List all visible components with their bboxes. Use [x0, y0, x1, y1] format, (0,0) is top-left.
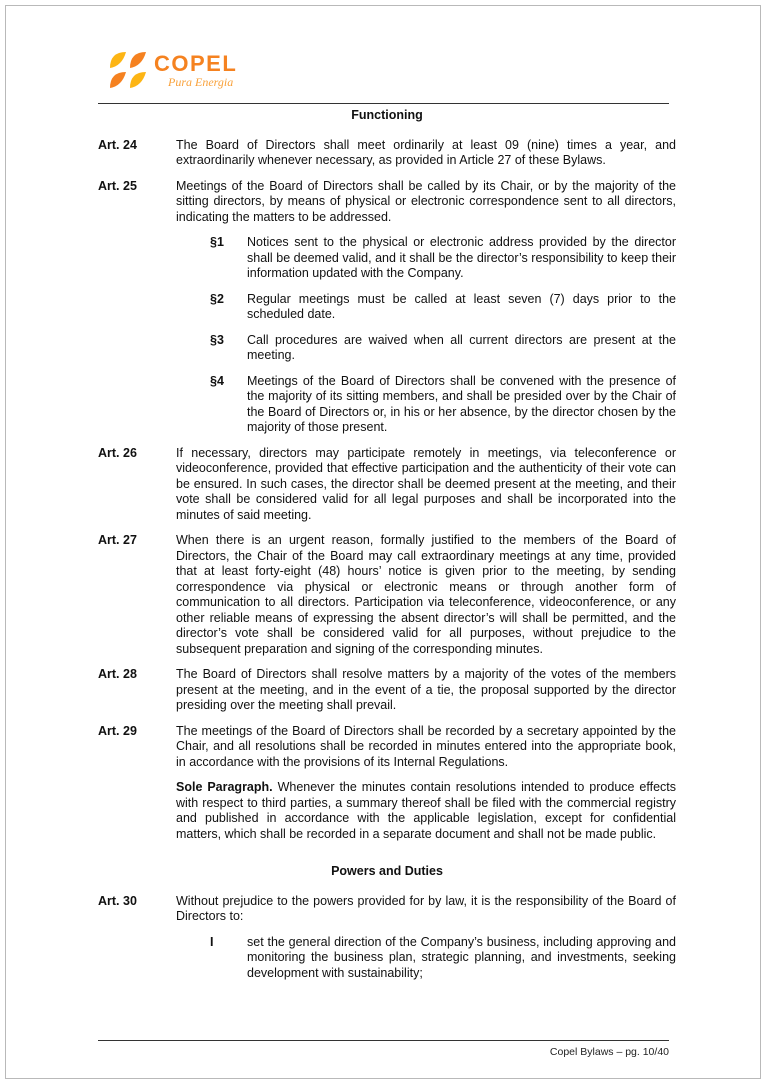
footer-rule	[98, 1040, 669, 1041]
paragraph-row	[98, 138, 676, 169]
paragraph-text: The meetings of the Board of Directors shall be recorded by a secretary appointed by the Chair, and all resolutions shall be recorded in minutes entered into the appropriate book, in accordance with the provisions of its Internal Regulations.	[176, 723, 676, 769]
paragraph-label: Art. 29	[98, 723, 137, 738]
copel-logo	[108, 50, 237, 90]
copel-logo-text	[154, 50, 237, 89]
brand-tagline: Pura Energia	[168, 75, 234, 89]
paragraph-label	[98, 780, 176, 842]
paragraph-text: Meetings of the Board of Directors shall be convened with the presence of the majority of its sitting members, and shall be presided over by the Chair of the Board of Directors or, in his or her absence, by the director chosen by the majority of those present.	[247, 373, 676, 434]
paragraph-row	[98, 780, 676, 842]
paragraph-row	[98, 894, 676, 925]
paragraph-row	[98, 724, 676, 771]
paragraph-label: Art. 26	[98, 445, 137, 460]
section-heading: Functioning	[351, 108, 423, 122]
paragraph-text: set the general direction of the Company’s business, including approving and monitoring the business plan, strategic planning, and investments, seeking development with sustainability;	[247, 934, 676, 980]
paragraph-label: Art. 24	[98, 137, 137, 152]
paragraph-text: The Board of Directors shall resolve matters by a majority of the votes of the members present at the meeting, and in the event of a tie, the proposal supported by the director presiding over the meeting shall prevail.	[176, 667, 676, 712]
paragraph-row	[210, 292, 676, 323]
paragraph-label: §4	[210, 373, 224, 388]
paragraph-label: §2	[210, 291, 224, 306]
paragraph-text: If necessary, directors may participate remotely in meetings, via teleconference or videoconference, provided that effective participation and the authenticity of their vote can be ensured. In such cases, the director shall be deemed present at the meeting, and their vote shall be considered valid for all legal purposes and shall be incorporated into the minutes of said meeting.	[176, 445, 676, 522]
paragraph-label: Art. 25	[98, 178, 137, 193]
paragraph-row	[98, 179, 676, 226]
paragraph-row	[98, 667, 676, 714]
paragraph-text: Notices sent to the physical or electronic address provided by the director shall be deemed valid, and it shall be the director’s responsibility to keep their information updated with the Company.	[247, 235, 676, 280]
paragraph-row	[210, 935, 676, 982]
document-body	[98, 108, 676, 991]
paragraph-label: I	[210, 934, 214, 949]
paragraph-text: When there is an urgent reason, formally justified to the members of the Board of Directors, the Chair of the Board may call extraordinary meetings at any time, provided that at least forty-eight (48) hours’ notice is given prior to the meeting, by sending correspondence via physical or electronic means or through another form of communication to all directors. Participation via teleconference, videoconference, or any other reliable means of expressing the absent director’s will shall be permitted, and the director’s vote shall be considered valid for all purposes, without prejudice to the subsequent preparation and signing of the corresponding minutes.	[176, 533, 676, 656]
paragraph-text: Meetings of the Board of Directors shall be called by its Chair, or by the majority of the sitting directors, by means of physical or electronic correspondence sent to all directors, indicating the matters to be addressed.	[176, 178, 676, 224]
section-heading: Powers and Duties	[331, 864, 443, 878]
paragraph-text: The Board of Directors shall meet ordinarily at least 09 (nine) times a year, and extraordinarily whenever necessary, as provided in Article 27 of these Bylaws.	[176, 137, 676, 167]
paragraph-label: Art. 27	[98, 533, 137, 547]
paragraph-label: Art. 28	[98, 667, 137, 681]
paragraph-label: §3	[210, 332, 224, 347]
copel-flame-icon	[108, 50, 148, 90]
paragraph-row	[210, 333, 676, 364]
header-rule	[98, 103, 669, 104]
paragraph-text: Without prejudice to the powers provided for by law, it is the responsibility of the Board of Directors to:	[176, 893, 676, 923]
paragraph-text: Call procedures are waived when all current directors are present at the meeting.	[247, 332, 676, 362]
paragraph-label: Art. 30	[98, 893, 137, 908]
paragraph-row	[210, 374, 676, 436]
paragraph-row	[98, 446, 676, 524]
paragraph-row	[210, 235, 676, 282]
footer-page-number: Copel Bylaws – pg. 10/40	[549, 1046, 669, 1058]
brand-name: COPEL	[154, 51, 238, 76]
paragraph-bold-lead: Sole Paragraph.	[176, 780, 278, 794]
paragraph-label: §1	[210, 235, 224, 249]
paragraph-text: Sole Paragraph. Whenever the minutes contain resolutions intended to produce effects with respect to third parties, a summary thereof shall be filed with the commercial registry and published in accordance with the applicable legislation, except for confidential matters, which shall be recorded in a separate document and shall not be made public.	[176, 780, 676, 841]
paragraph-row	[98, 533, 676, 657]
paragraph-text: Regular meetings must be called at least seven (7) days prior to the scheduled date.	[247, 291, 676, 321]
